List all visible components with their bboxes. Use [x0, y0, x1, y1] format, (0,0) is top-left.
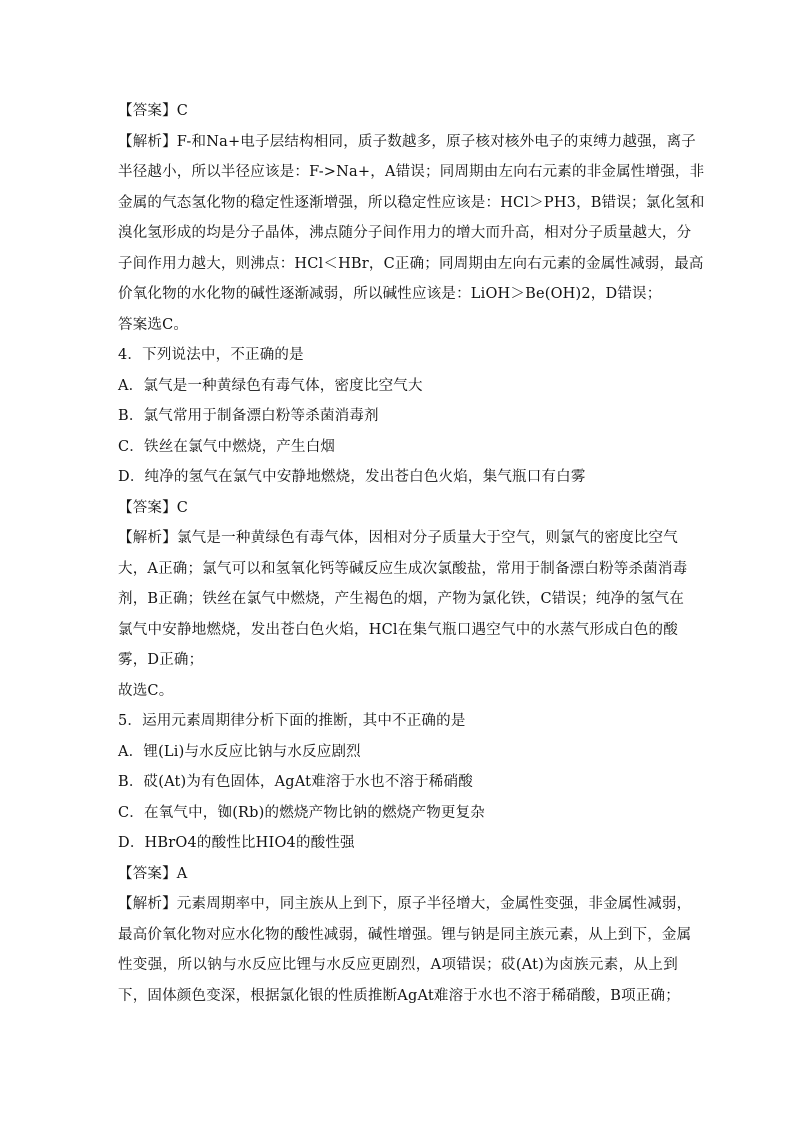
q4-option-d: D．纯净的氢气在氯气中安静地燃烧，发出苍白色火焰，集气瓶口有白雾: [118, 469, 586, 485]
q4-option-c: C．铁丝在氯气中燃烧，产生白烟: [118, 438, 336, 455]
document-page: [118, 96, 705, 1011]
q4-analysis-line: 雾，D正确；: [118, 652, 204, 668]
q4-analysis-line: 氯气中安静地燃烧，发出苍白色火焰，HCl在集气瓶口遇空气中的水蒸气形成白色的酸: [118, 621, 678, 638]
q4-conclusion: 故选C。: [118, 682, 174, 699]
q5-analysis-line: 【解析】元素周期率中，同主族从上到下，原子半径增大，金属性变强，非金属性减弱，: [118, 896, 692, 912]
q3-analysis-line: 金属的气态氢化物的稳定性逐渐增强，所以稳定性应该是：HCl＞PH3，B错误；氯化氢和: [118, 194, 705, 211]
q5-option-b: B．砹(At)为有色固体，AgAt难溶于水也不溶于稀硝酸: [118, 774, 473, 790]
q5-analysis-line: 下，固体颜色变深，根据氯化银的性质推断AgAt难溶于水也不溶于稀硝酸，B项正确；: [118, 987, 680, 1004]
q5-option-d: D．HBrO4的酸性比HIO4的酸性强: [118, 835, 355, 851]
q4-answer: 【答案】C: [118, 499, 189, 516]
q3-analysis-line: 价氧化物的水化物的碱性逐渐减弱，所以碱性应该是：LiOH＞Be(OH)2，D错误；: [118, 286, 662, 302]
q3-analysis-line: 溴化氢形成的均是分子晶体，沸点随分子间作用力的增大而升高，相对分子质量越大，分: [118, 225, 692, 241]
q5-option-a: A．锂(Li)与水反应比钠与水反应剧烈: [118, 743, 361, 760]
q5-option-c: C．在氧气中，铷(Rb)的燃烧产物比钠的燃烧产物更复杂: [118, 804, 486, 821]
q3-analysis-line: 子间作用力越大，则沸点：HCl＜HBr，C正确；同周期由左向右元素的金属性减弱，最高: [118, 255, 704, 272]
q3-answer: 【答案】C: [118, 103, 189, 119]
q4-analysis-line: 剂，B正确；铁丝在氯气中燃烧，产生褐色的烟，产物为氯化铁，C错误；纯净的氢气在: [118, 591, 685, 607]
q5-analysis-line: 性变强，所以钠与水反应比锂与水反应更剧烈，A项错误；砹(At)为卤族元素，从上到: [118, 957, 678, 973]
q3-analysis-line: 半径越小，所以半径应该是：F->Na+，A错误；同周期由左向右元素的非金属性增强，非: [118, 164, 705, 180]
q4-stem: 4．下列说法中，不正确的是: [118, 347, 304, 363]
q5-analysis-line: 最高价氧化物对应水化物的酸性减弱，碱性增强。锂与钠是同主族元素，从上到下，金属: [118, 926, 692, 943]
q5-stem: 5．运用元素周期律分析下面的推断，其中不正确的是: [118, 713, 466, 729]
q4-analysis-line: 大，A正确；氯气可以和氢氧化钙等碱反应生成次氯酸盐，常用于制备漂白粉等杀菌消毒: [118, 560, 688, 577]
q4-option-b: B．氯气常用于制备漂白粉等杀菌消毒剂: [118, 408, 379, 424]
q4-analysis-line: 【解析】氯气是一种黄绿色有毒气体，因相对分子质量大于空气，则氯气的密度比空气: [118, 530, 678, 546]
q5-answer: 【答案】A: [118, 865, 188, 882]
q3-conclusion: 答案选C。: [118, 316, 189, 333]
q3-analysis-line: 【解析】F-和Na+电子层结构相同，质子数越多，原子核对核外电子的束缚力越强，离子: [118, 133, 696, 150]
q4-option-a: A．氯气是一种黄绿色有毒气体，密度比空气大: [118, 377, 423, 394]
